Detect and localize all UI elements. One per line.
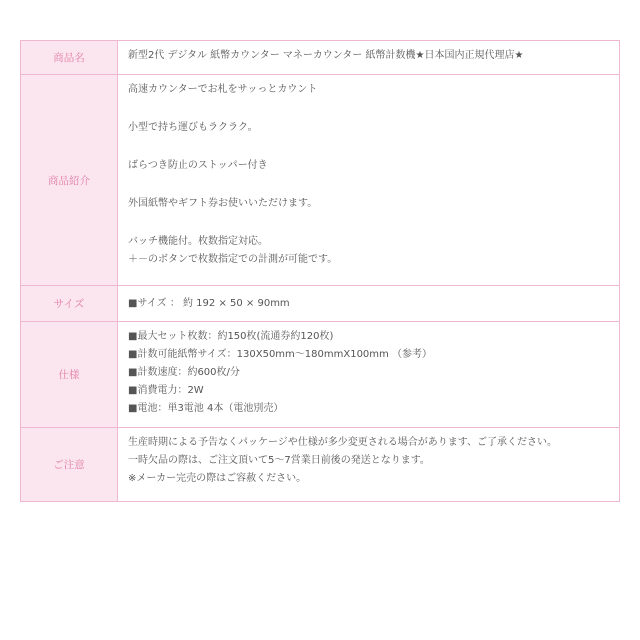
notice-label: ご注意 <box>21 428 118 502</box>
intro-line: 高速カウンターでお札をサッっとカウント <box>128 84 318 95</box>
spec-line: ■消費電力：2W <box>128 385 204 396</box>
notice-line: 生産時期による予告なくパッケージや仕様が多少変更される場合があります、ご了承ください。 <box>128 437 557 448</box>
notice-line: 一時欠品の際は、ご注文頂いて5～7営業日前後の発送となります。 <box>128 455 430 466</box>
product-intro-value <box>118 75 620 286</box>
notice-value <box>118 428 620 502</box>
spec-line: ■計数速度：約600枚/分 <box>128 367 240 378</box>
table-row <box>21 322 620 428</box>
size-value <box>118 286 620 322</box>
spec-value <box>118 322 620 428</box>
spec-label: 仕様 <box>21 322 118 428</box>
product-spec-table <box>20 40 620 502</box>
product-intro-label: 商品紹介 <box>21 75 118 286</box>
spec-line: ■電池：単3電池 4本（電池別売） <box>128 403 284 414</box>
table-row <box>21 41 620 75</box>
intro-line: バッチ機能付。枚数指定対応。 <box>128 236 268 247</box>
intro-line: ＋－のボタンで枚数指定での計測が可能です。 <box>128 254 338 265</box>
size-text: ■サイズ ： 約 192 × 50 × 90mm <box>128 297 290 309</box>
intro-line: 外国紙幣やギフト券お使いいただけます。 <box>128 198 318 209</box>
notice-line: ※メーカー完売の際はご容赦ください。 <box>128 473 307 484</box>
product-name-value <box>118 41 620 75</box>
product-name-text: 新型2代 デジタル 紙幣カウンター マネーカウンター 紙幣計数機★日本国内正規代理店★ <box>128 50 524 61</box>
size-label: サイズ <box>21 286 118 322</box>
spec-line: ■計数可能紙幣サイズ：130X50mm～180mmX100mm （参考） <box>128 349 432 360</box>
intro-line: ばらつき防止のストッパー付き <box>128 160 268 171</box>
product-name-label: 商品名 <box>21 41 118 75</box>
intro-line: 小型で持ち運びもラクラク。 <box>128 122 258 133</box>
spec-line: ■最大セット枚数：約150枚(流通券約120枚) <box>128 331 334 342</box>
table-row <box>21 75 620 286</box>
table-row <box>21 428 620 502</box>
table-row <box>21 286 620 322</box>
